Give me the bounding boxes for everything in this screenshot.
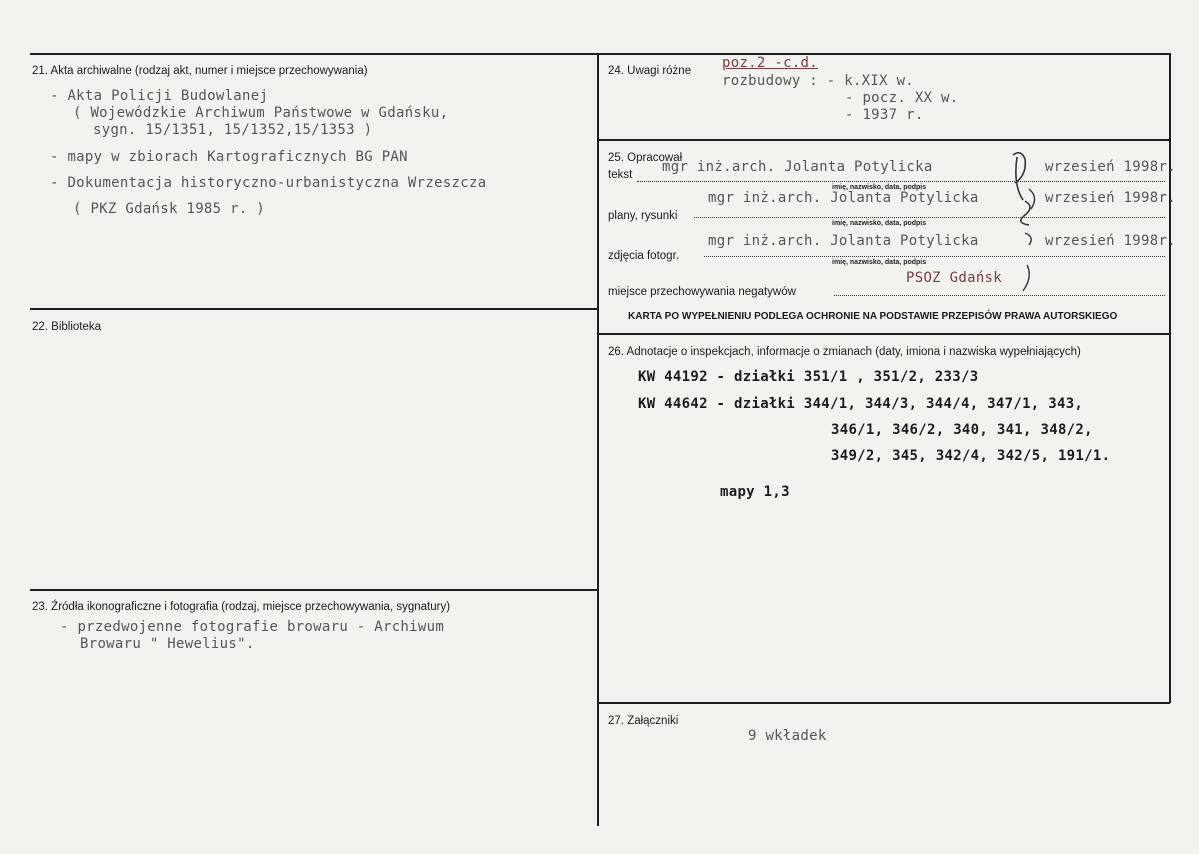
zdjecia-date: wrzesień 1998r.: [1045, 233, 1176, 249]
zdjecia-value: mgr inż.arch. Jolanta Potylicka: [708, 233, 979, 249]
section-21-line: - mapy w zbiorach Kartograficznych BG PAN: [50, 149, 408, 165]
section-26-line: 349/2, 345, 342/4, 342/5, 191/1.: [831, 448, 1111, 464]
plany-value: mgr inż.arch. Jolanta Potylicka: [708, 190, 979, 206]
tekst-label: tekst: [608, 169, 633, 181]
section-23-line: - przedwojenne fotografie browaru - Archiwum: [60, 619, 445, 635]
section-27-label: 27. Załączniki: [608, 715, 679, 727]
section-26-line: KW 44642 - działki 344/1, 344/3, 344/4, 347/1, 343,: [638, 396, 1084, 412]
zdjecia-label: zdjęcia fotogr.: [608, 250, 679, 262]
section-26-line: mapy 1,3: [720, 484, 790, 500]
section-21-line: - Dokumentacja historyczno-urbanistyczna Wrzeszcza: [50, 175, 487, 191]
center-divider: [597, 53, 599, 826]
right-border: [1169, 53, 1171, 703]
tekst-line: [637, 181, 1165, 182]
plany-line: [694, 217, 1165, 218]
plany-caption: imię, nazwisko, data, podpis: [832, 220, 927, 227]
zdjecia-line: [704, 256, 1165, 257]
section-21-label: 21. Akta archiwalne (rodzaj akt, numer i miejsce przechowywania): [32, 65, 368, 77]
miejsce-line: [834, 295, 1165, 296]
tekst-caption: imię, nazwisko, data, podpis: [832, 184, 927, 191]
divider-22-23: [30, 589, 598, 591]
miejsce-label: miejsce przechowywania negatywów: [608, 286, 796, 298]
plany-date: wrzesień 1998r.: [1045, 190, 1176, 206]
section-24-line: rozbudowy : - k.XIX w.: [722, 73, 915, 89]
section-26-line: 346/1, 346/2, 340, 341, 348/2,: [831, 422, 1093, 438]
section-24-label: 24. Uwagi różne: [608, 65, 692, 77]
section-21-line: - Akta Policji Budowlanej: [50, 88, 269, 104]
section-21-line: ( PKZ Gdańsk 1985 r. ): [73, 201, 266, 217]
top-border: [30, 53, 1171, 55]
divider-24-25: [598, 139, 1170, 141]
divider-26-27: [598, 702, 1170, 704]
section-22-label: 22. Biblioteka: [32, 321, 102, 333]
section-27-value: 9 wkładek: [748, 728, 827, 744]
section-24-line: - pocz. XX w.: [845, 90, 959, 106]
plany-label: plany, rysunki: [608, 210, 678, 222]
copyright-notice: KARTA PO WYPEŁNIENIU PODLEGA OCHRONIE NA PODSTAWIE PRZEPISÓW PRAWA AUTORSKIEGO: [628, 311, 1118, 322]
section-23-label: 23. Źródła ikonograficzne i fotografia (rodzaj, miejsce przechowywania, sygnatury): [32, 601, 451, 613]
tekst-date: wrzesień 1998r.: [1045, 159, 1176, 175]
section-24-line: - 1937 r.: [845, 107, 924, 123]
miejsce-value: PSOZ Gdańsk: [906, 270, 1003, 286]
divider-21-22: [30, 308, 598, 310]
zdjecia-caption: imię, nazwisko, data, podpis: [832, 259, 927, 266]
section-23-line: Browaru " Hewelius".: [80, 636, 255, 652]
section-26-label: 26. Adnotacje o inspekcjach, informacje o zmianach (daty, imiona i nazwiska wypełniających): [608, 346, 1081, 358]
tekst-value: mgr inż.arch. Jolanta Potylicka: [662, 159, 933, 175]
section-25-label: 25. Opracował: [608, 152, 683, 164]
section-24-line: poz.2 -c.d.: [722, 55, 819, 71]
section-21-line: sygn. 15/1351, 15/1352,15/1353 ): [93, 122, 373, 138]
section-26-line: KW 44192 - działki 351/1 , 351/2, 233/3: [638, 369, 979, 385]
section-21-line: ( Wojewódzkie Archiwum Państwowe w Gdańsku,: [73, 105, 449, 121]
divider-25-26: [598, 333, 1170, 335]
signature-mark: [995, 145, 1045, 295]
